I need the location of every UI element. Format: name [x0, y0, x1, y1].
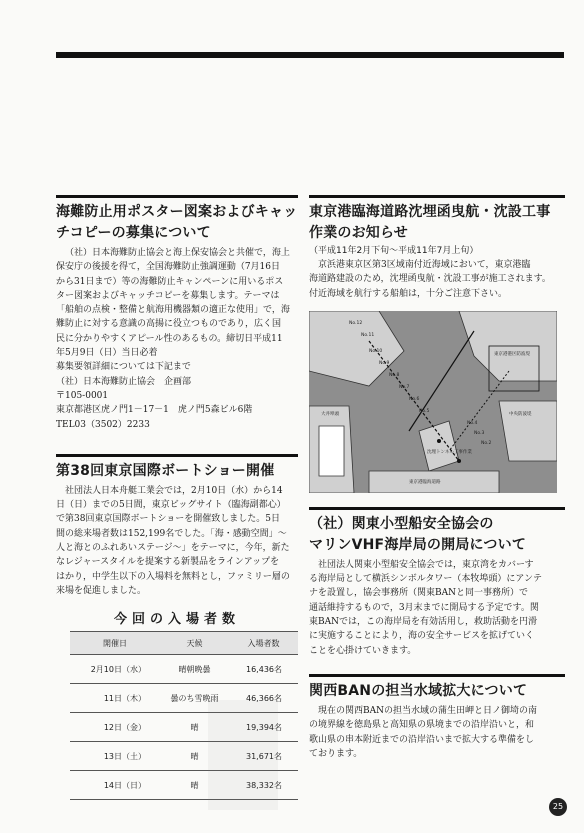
map-label: 沈埋トンネル工事作業 [427, 449, 472, 455]
row-date: 11日（木） [70, 684, 160, 713]
map-label: No.6 [409, 396, 420, 402]
map-label: No.9 [379, 360, 390, 366]
work-area-map [309, 311, 557, 493]
kanto-title-line2: マリンVHF海岸局の開局について [309, 536, 527, 553]
row-weather: 曇のち雪晩雨 [160, 684, 229, 713]
map-label: 中央防波堤 [509, 411, 532, 417]
boatshow-line: 来場を促進しました。 [56, 585, 147, 596]
header-date: 開催日 [70, 632, 160, 655]
kanto-article [309, 507, 565, 658]
boatshow-line: はかり，中学生以下の入場料を無料とし，ファミリー層の [56, 571, 290, 582]
poster-line: 難防止に対する意識の高揚に役立つものであり，広く国 [56, 319, 282, 330]
boatshow-line: 間の総来場者数は152,199名でした。「海・感動空間」～ [56, 528, 287, 539]
kansai-body [309, 704, 565, 761]
top-rule [56, 52, 564, 58]
map-label: 東京港臨海道路 [409, 479, 441, 485]
tunnel-line: 京浜港東京区第3区域南付近海域において，東京港臨 [318, 260, 531, 270]
poster-line: 民に分かりやすくアピール性のあるもの。締切日平成11 [56, 333, 283, 344]
table-row [70, 655, 298, 684]
tunnel-line: 付近海域を航行する船舶は，十分ご注意下さい。 [309, 288, 508, 299]
address-line: （社）日本海難防止協会 企画部 [56, 376, 192, 387]
tunnel-article [309, 195, 565, 493]
kanto-line: 社団法人関東小型船安全協会では，東京湾をカバーす [318, 559, 534, 570]
row-count: 16,436名 [229, 655, 298, 684]
header-count: 入場者数 [229, 632, 298, 655]
attendance-table-title: 今回の入場者数 [113, 612, 240, 628]
header-weather: 天候 [160, 632, 229, 655]
section-rule [309, 674, 565, 677]
kansai-title: 関西BANの担当水域拡大について [309, 682, 528, 699]
map-label: No.12 [349, 320, 363, 326]
poster-line: 保安庁の後援を得て，全国海難防止強調運動（7月16日 [56, 262, 280, 273]
tunnel-body [309, 258, 565, 301]
map-label: 東京港港区防波堤 [494, 351, 530, 357]
kanto-title-line1: （社）関東小型船安全協会の [309, 515, 494, 532]
row-count: 31,671名 [229, 742, 298, 771]
boatshow-title: 第38回東京国際ボートショー開催 [56, 462, 275, 479]
poster-line: （社）日本海難防止協会と海上保安協会と共催で，海上 [65, 248, 290, 258]
poster-address [56, 360, 298, 431]
poster-line: から31日まで）等の海難防止キャンペーンに用いるポス [56, 276, 284, 287]
kansai-article [309, 674, 565, 761]
kanto-line: る海岸局として横浜シンボルタワー（本牧埠頭）にアンテ [309, 574, 543, 585]
map-label: No.2 [481, 440, 492, 446]
boatshow-line: なレジャースタイルを提案する新製品をラインアップを [56, 557, 280, 568]
row-weather: 晴 [160, 771, 229, 800]
poster-article [56, 195, 298, 432]
address-line: 〒105-0001 [56, 390, 109, 401]
row-weather: 晴 [160, 742, 229, 771]
row-date: 13日（土） [70, 742, 160, 771]
boatshow-body [56, 484, 298, 598]
section-rule [56, 195, 298, 198]
row-date: 2月10日（水） [70, 655, 160, 684]
section-rule [309, 507, 565, 510]
table-header-row [70, 632, 298, 655]
map-label: No.7 [399, 384, 410, 390]
address-line: 募集要領詳細については下記まで [56, 362, 191, 373]
address-line: TEL03（3502）2233 [56, 419, 150, 430]
address-line: 東京都港区虎ノ門1－17－1 虎ノ門5森ビル6階 [56, 405, 253, 416]
map-label: No.10 [369, 348, 383, 354]
boatshow-line: 人と海とのふれあいステージ～」をテーマに，今年，新た [56, 543, 290, 554]
map-label: No.11 [361, 332, 375, 338]
row-date: 14日（日） [70, 771, 160, 800]
section-rule [309, 195, 565, 198]
tunnel-period: （平成11年2月下旬～平成11年7月上旬） [309, 246, 479, 256]
map-label: No.8 [389, 372, 400, 378]
page-number: 25 [549, 798, 567, 816]
kansai-line: ております。 [309, 748, 363, 759]
kanto-line: 東BANでは，この海岸局を有効活用し，救助活動を円滑 [309, 617, 537, 628]
kansai-line: 現在の関西BANの担当水域の蒲生田岬と日ノ御埼の南 [318, 705, 537, 716]
tunnel-line: 海道路建設のため，沈埋函曳航・沈設工事が施工されます。 [309, 274, 551, 285]
map-drawing [309, 311, 557, 493]
tunnel-title-line1: 東京港臨海道路沈埋函曳航・沈設工事 [309, 204, 551, 220]
section-rule [56, 454, 298, 457]
kanto-body [309, 558, 565, 658]
poster-body [56, 246, 298, 360]
kanto-line: 通話維持するもので，3月末までに開局する予定です。関 [309, 602, 539, 613]
row-count: 19,394名 [229, 713, 298, 742]
row-count: 46,366名 [229, 684, 298, 713]
kanto-line: ことを心掛けていきます。 [309, 645, 417, 656]
tunnel-title-line2: 作業のお知らせ [309, 225, 408, 241]
map-label: No.4 [467, 420, 478, 426]
poster-title-line2: チコピーの募集について [56, 225, 211, 241]
map-label: 大井埠頭 [321, 411, 339, 417]
boatshow-line: 社団法人日本舟艇工業会では，2月10日（水）から14 [65, 485, 283, 496]
kanto-line: ナを設置し，協会事務所（関東BANと同一事務所）で [309, 588, 528, 599]
right-column [309, 195, 565, 761]
row-weather: 晴朝晩曇 [160, 655, 229, 684]
kansai-line: 歌山県の串本附近までの沿岸沿いまで拡大する準備をし [309, 734, 535, 745]
row-weather: 晴 [160, 713, 229, 742]
boatshow-line: で第38回東京国際ボートショーを開催致しました。5日 [56, 514, 280, 525]
boatshow-line: 日（日）までの5日間，東京ビッグサイト（臨海副都心） [56, 500, 286, 511]
poster-title-line1: 海難防止用ポスター図案およびキャッ [56, 204, 298, 220]
poster-line: 年5月9日（日）当日必着 [56, 348, 158, 359]
map-label: No.5 [419, 408, 430, 414]
row-date: 12日（金） [70, 713, 160, 742]
kansai-line: の境界線を徳島県と高知県の県境までの沿岸沿いと，和 [309, 720, 535, 731]
map-label: No.3 [474, 430, 485, 436]
watermark-shadow [208, 700, 278, 810]
poster-line: ター図案およびキャッチコピーを募集します。テーマは [56, 290, 280, 301]
kanto-line: に実施することにより，海の安全サービスを拡げていく [309, 631, 535, 642]
poster-line: 「船舶の点検・整備と航海用機器類の適正な使用」で，海 [56, 305, 290, 316]
row-count: 38,332名 [229, 771, 298, 800]
